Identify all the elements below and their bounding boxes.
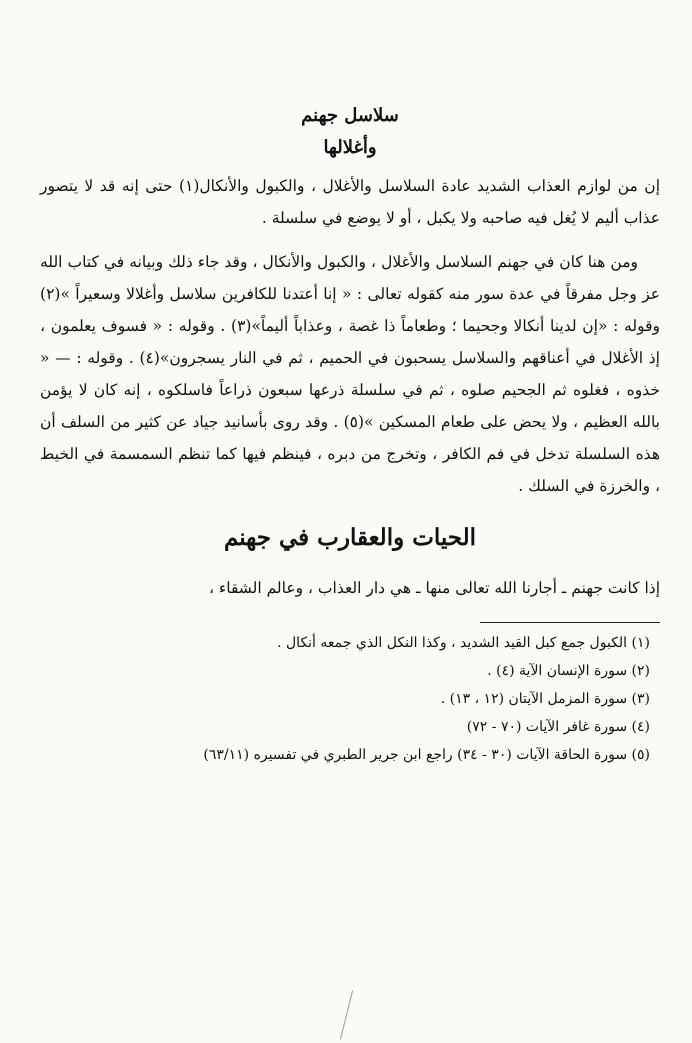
paragraph-intro: إن من لوازم العذاب الشديد عادة السلاسل والأغلال ، والكبول والأنكال(١) حتى إنه قد لا يتصور عذاب أليم لا يُغل فيه صاحبه ولا يكبل ، أو لا يوضع في سلسلة .	[40, 177, 660, 227]
section-heading: الحيات والعقارب في جهنم	[223, 524, 477, 551]
footnote-5: (٥) سورة الحاقة الآيات (٣٠ - ٣٤) راجع ابن جرير الطبري في تفسيره (٦٣/١١)	[203, 747, 650, 763]
footnote-divider	[480, 622, 660, 623]
footnote-1: (١) الكبول جمع كبل القيد الشديد ، وكذا النكل الذي جمعه أنكال .	[277, 635, 650, 651]
footnote-4: (٤) سورة غافر الآيات (٧٠ - ٧٢)	[466, 719, 650, 735]
document-page	[40, 100, 660, 769]
chapter-subtitle: وأغلالها	[323, 137, 377, 158]
footnote-3: (٣) سورة المزمل الآيتان (١٢ ، ١٣) .	[440, 691, 650, 707]
paragraph-snakes: إذا كانت جهنم ـ أجارنا الله تعالى منها ـ هي دار العذاب ، وعالم الشقاء ،	[209, 579, 660, 597]
paragraph-chains: ومن هنا كان في جهنم السلاسل والأغلال ، والكبول والأنكال ، وقد جاء ذلك وبيانه في كتاب الله عز وجل مفرقاً في عدة سور منه كقوله تعالى : « إنا أعتدنا للكافرين سلاسل وأغلالا وسعيراً »(٢) وقوله : «إن لدينا أنكالا وجحيما ؛ وطعاماً ذا غصة ، وعذاباً أليماً»(٣) . وقوله : « فسوف يعلمون ، إذ الأغلال في أعناقهم والسلاسل يسحبون في الحميم ، ثم في النار يسجرون»(٤) . وقوله : — « خذوه ، فغلوه ثم الجحيم صلوه ، ثم في سلسلة ذرعها سبعون ذراعاً فاسلكوه ، إنه كان لا يؤمن بالله العظيم ، ولا يحض على طعام المسكين »(٥) . وقد روى بأسانيد جياد عن كثير من السلف أن هذه السلسلة تدخل في فم الكافر ، وتخرج من دبره ، فينظم فيها كما تنظم السمسمة في الخيط ، والخرزة في السلك .	[40, 253, 660, 495]
footnote-2: (٢) سورة الإنسان الآية (٤) .	[487, 663, 650, 679]
chapter-title: سلاسل جهنم	[301, 105, 399, 126]
footnotes	[40, 629, 660, 769]
scan-mark	[340, 991, 353, 1040]
